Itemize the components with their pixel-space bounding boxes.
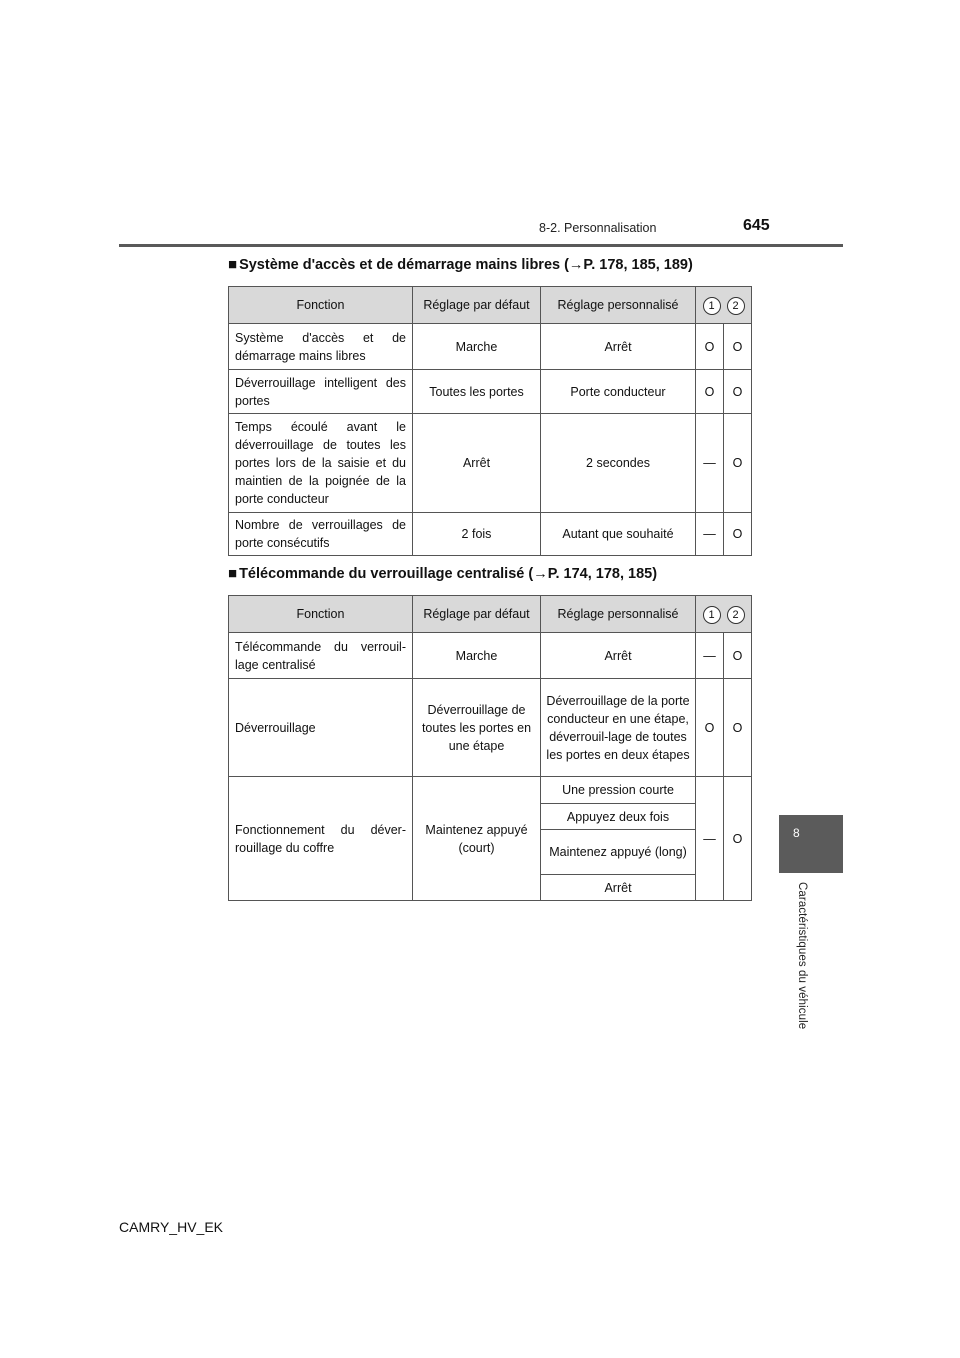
method1-cell: O [696,370,724,414]
settings-table-remote [228,595,752,901]
method2-cell: O [724,324,752,370]
circled-2-icon: 2 [727,297,745,315]
table-header-row [229,596,752,633]
custom-cell: Autant que souhaité [541,513,696,556]
header-method [696,287,752,324]
model-code: CAMRY_HV_EK [119,1219,224,1235]
custom-option-cell: Appuyez deux fois [541,804,696,830]
default-cell: Arrêt [413,414,541,513]
circled-1-icon: 1 [703,297,721,315]
table-row [229,633,752,679]
header-function: Fonction [229,287,413,324]
running-header-section: 8-2. Personnalisation [539,221,657,235]
default-cell: Marche [413,324,541,370]
function-cell: Temps écoulé avant le déverrouillage de toutes les portes lors de la saisie et du maintien de la poignée de la porte conducteur [229,414,413,513]
circled-2-icon: 2 [727,606,745,624]
section-heading-keyless [228,256,693,273]
method1-cell: O [696,679,724,777]
function-cell: Fonctionnement du déver-rouillage du coffre [229,777,413,901]
method1-cell: — [696,513,724,556]
header-divider [119,244,843,247]
function-cell: Nombre de verrouillages de porte consécutifs [229,513,413,556]
square-bullet-icon: ■ [228,256,238,273]
section-heading-remote [228,565,657,582]
custom-option-cell: Arrêt [541,875,696,901]
custom-cell: 2 secondes [541,414,696,513]
header-custom: Réglage personnalisé [541,287,696,324]
custom-cell: Porte conducteur [541,370,696,414]
method2-cell: O [724,679,752,777]
header-default: Réglage par défaut [413,287,541,324]
method2-cell: O [724,513,752,556]
table-row [229,370,752,414]
method1-cell: — [696,414,724,513]
table-row [229,414,752,513]
table-row [229,679,752,777]
table-row [229,777,752,804]
page-number: 645 [743,217,770,234]
method2-cell: O [724,370,752,414]
custom-cell: Arrêt [541,324,696,370]
default-cell: 2 fois [413,513,541,556]
header-default: Réglage par défaut [413,596,541,633]
default-cell: Maintenez appuyé (court) [413,777,541,901]
square-bullet-icon: ■ [228,565,238,582]
custom-option-cell: Une pression courte [541,777,696,804]
function-cell: Système d'accès et de démarrage mains libres [229,324,413,370]
settings-table-keyless [228,286,752,556]
chapter-title: Caractéristiques du véhicule [796,882,808,1030]
method2-cell: O [724,777,752,901]
function-cell: Télécommande du verrouil-lage centralisé [229,633,413,679]
default-cell: Toutes les portes [413,370,541,414]
section-title: Télécommande du verrouillage centralisé (→P. 174, 178, 185) [239,566,658,582]
chapter-tab [779,815,843,873]
custom-cell: Déverrouillage de la porte conducteur en une étape, déverrouil-lage de toutes les portes en deux étapes [541,679,696,777]
method2-cell: O [724,633,752,679]
method1-cell: — [696,777,724,901]
default-cell: Marche [413,633,541,679]
method1-cell: O [696,324,724,370]
chapter-number: 8 [793,826,800,840]
table-row [229,513,752,556]
circled-1-icon: 1 [703,606,721,624]
default-cell: Déverrouillage de toutes les portes en une étape [413,679,541,777]
header-function: Fonction [229,596,413,633]
function-cell: Déverrouillage intelligent des portes [229,370,413,414]
custom-option-cell: Maintenez appuyé (long) [541,830,696,875]
method1-cell: — [696,633,724,679]
table-row [229,324,752,370]
custom-cell: Arrêt [541,633,696,679]
method2-cell: O [724,414,752,513]
section-title: Système d'accès et de démarrage mains libres (→P. 178, 185, 189) [239,257,693,273]
function-cell: Déverrouillage [229,679,413,777]
header-method [696,596,752,633]
header-custom: Réglage personnalisé [541,596,696,633]
table-header-row [229,287,752,324]
